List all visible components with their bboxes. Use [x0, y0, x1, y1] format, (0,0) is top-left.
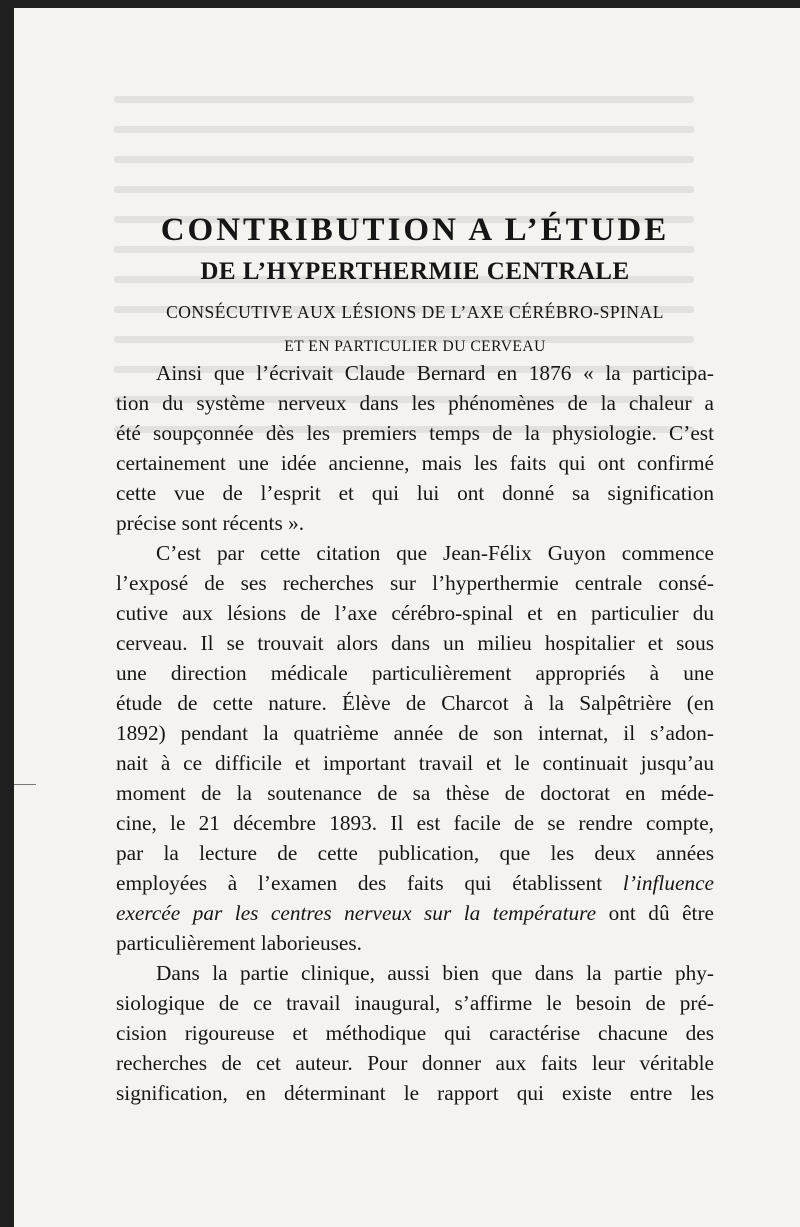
text-line: par la lecture de cette publication, que les deux années — [116, 841, 714, 865]
text-line: précise sont récents ». — [116, 511, 305, 535]
text-line: moment de la soutenance de sa thèse de doctorat en méde- — [116, 781, 714, 805]
page-title-line2: DE L’HYPERTHERMIE CENTRALE — [200, 258, 630, 285]
margin-mark — [14, 784, 36, 785]
subtitle-line2: ET EN PARTICULIER DU CERVEAU — [284, 338, 546, 355]
text-line: recherches de cet auteur. Pour donner aux faits leur véritable — [116, 1051, 714, 1075]
paragraph-1 — [116, 358, 714, 538]
text-line: certainement une idée ancienne, mais les faits qui ont confirmé — [116, 451, 714, 475]
text-line: tion du système nerveux dans les phénomènes de la chaleur a — [116, 391, 714, 415]
text-line: nait à ce difficile et important travail et le continuait jusqu’au — [116, 751, 714, 775]
text-line: Dans la partie clinique, aussi bien que dans la partie phy- — [156, 961, 714, 985]
text-line — [116, 898, 714, 928]
italic-text: l’influence — [622, 871, 714, 895]
text-line: signification, en déterminant le rapport qui existe entre les — [116, 1081, 714, 1105]
text-segment: ont dû être — [608, 901, 715, 925]
text-line: été soupçonnée dès les premiers temps de la physiologie. C’est — [116, 421, 714, 445]
text-line: une direction médicale particulièrement appropriés à une — [116, 661, 714, 685]
italic-text: exercée par les centres nerveux sur la température — [116, 901, 597, 925]
text-line: cette vue de l’esprit et qui lui ont donné sa signification — [116, 481, 714, 505]
text-line: Ainsi que l’écrivait Claude Bernard en 1876 « la participa- — [156, 361, 714, 385]
text-line: cerveau. Il se trouvait alors dans un milieu hospitalier et sous — [116, 631, 714, 655]
page — [14, 8, 800, 1227]
text-line: cision rigoureuse et méthodique qui caractérise chacune des — [116, 1021, 714, 1045]
text-segment: employées à l’examen des faits qui établissent — [116, 871, 603, 895]
subtitle-line1: CONSÉCUTIVE AUX LÉSIONS DE L’AXE CÉRÉBRO-SPINAL — [166, 302, 664, 322]
paragraph-2 — [116, 538, 714, 958]
text-line: 1892) pendant la quatrième année de son internat, il s’adon- — [116, 721, 714, 745]
page-title: CONTRIBUTION A L’ÉTUDE — [160, 212, 670, 248]
text-line — [116, 868, 714, 898]
text-line: l’exposé de ses recherches sur l’hyperthermie centrale consé- — [116, 571, 714, 595]
text-line: particulièrement laborieuses. — [116, 931, 362, 955]
paragraph-3 — [116, 958, 714, 1108]
text-line: étude de cette nature. Élève de Charcot à la Salpêtrière (en — [116, 691, 714, 715]
text-line: C’est par cette citation que Jean-Félix Guyon commence — [156, 541, 714, 565]
text-line: siologique de ce travail inaugural, s’affirme le besoin de pré- — [116, 991, 714, 1015]
article — [116, 210, 714, 1108]
text-line: cine, le 21 décembre 1893. Il est facile de se rendre compte, — [116, 811, 714, 835]
text-line: cutive aux lésions de l’axe cérébro-spinal et en particulier du — [116, 601, 714, 625]
